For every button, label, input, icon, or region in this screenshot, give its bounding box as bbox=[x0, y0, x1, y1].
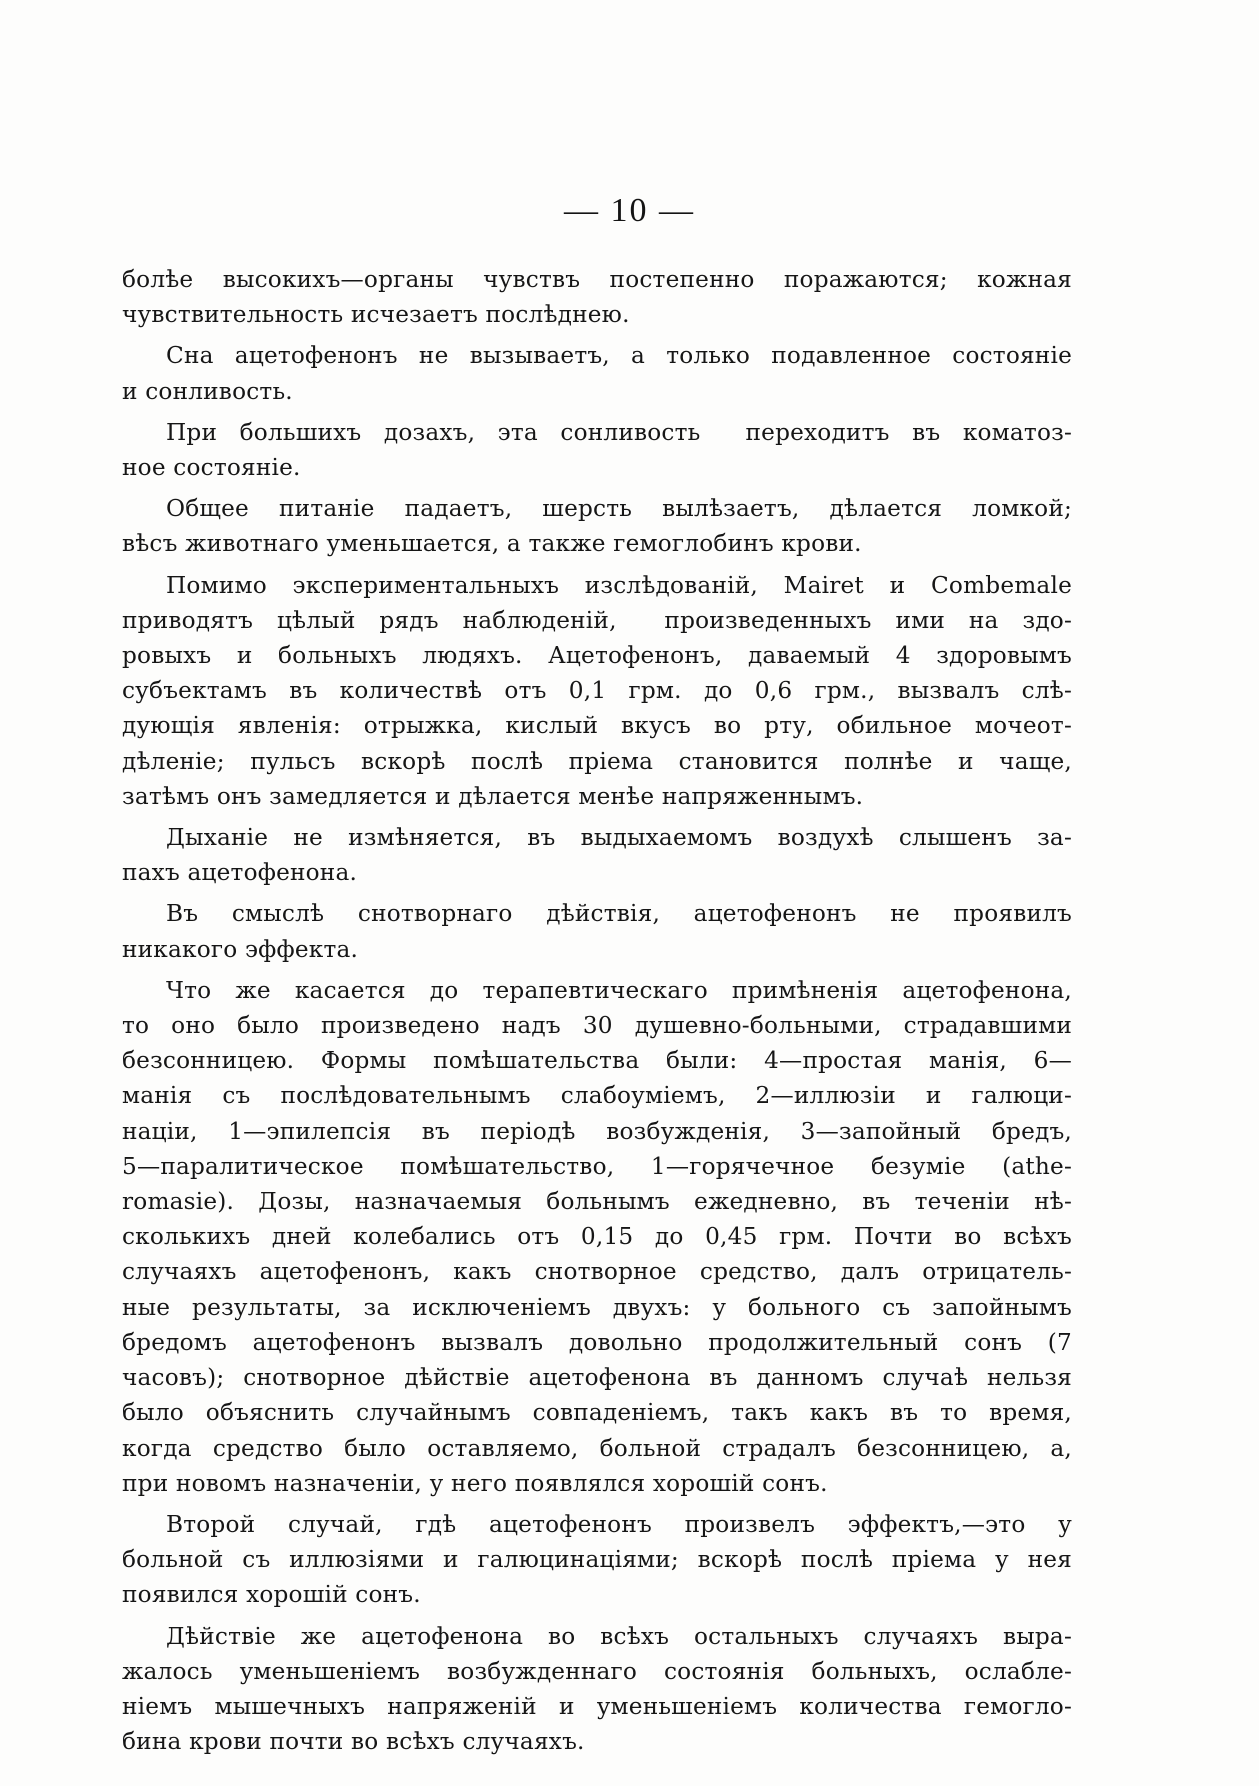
text-line: манiя съ послѣдовательнымъ слабоумiемъ, 2—иллюзiи и галюци- bbox=[122, 1082, 1072, 1110]
text-line: Дѣйствiе же ацетофенона во всѣхъ остальныхъ случаяхъ выра- bbox=[166, 1622, 1072, 1650]
text-line: дующiя явленiя: отрыжка, кислый вкусъ во рту, обильное мочеот- bbox=[122, 712, 1072, 740]
text-line: затѣмъ онъ замедляется и дѣлается менѣе напряженнымъ. bbox=[122, 782, 864, 810]
text-line: безсонницею. Формы помѣшательства были: 4—простая манiя, 6— bbox=[122, 1047, 1072, 1075]
text-line: ровыхъ и больныхъ людяхъ. Ацетофенонъ, даваемый 4 здоровымъ bbox=[122, 642, 1072, 670]
text-line: ные результаты, за исключенiемъ двухъ: у больного съ запойнымъ bbox=[122, 1293, 1072, 1321]
text-line: случаяхъ ацетофенонъ, какъ снотворное средство, далъ отрицатель- bbox=[122, 1258, 1072, 1286]
text-line: Сна ацетофенонъ не вызываетъ, а только подавленное состоянiе bbox=[166, 342, 1072, 370]
text-line: Помимо экспериментальныхъ изслѣдованiй, Mairet и Combemale bbox=[166, 571, 1072, 599]
paragraph bbox=[122, 896, 1072, 966]
text-line: 5—паралитическое помѣшательство, 1—горячечное безумiе (athe- bbox=[122, 1152, 1072, 1180]
text-line: то оно было произведено надъ 30 душевно-больными, страдавшими bbox=[122, 1012, 1072, 1040]
paragraph bbox=[122, 1619, 1072, 1760]
text-line: никакого эффекта. bbox=[122, 935, 359, 963]
text-line: Въ смыслѣ снотворнаго дѣйствiя, ацетофенонъ не проявилъ bbox=[166, 900, 1072, 928]
text-line: чувствительность исчезаетъ послѣднею. bbox=[122, 301, 630, 329]
text-line: болѣе высокихъ—органы чувствъ постепенно поражаются; кожная bbox=[122, 266, 1072, 293]
text-line: при новомъ назначенiи, у него появлялся хорошiй сонъ. bbox=[122, 1469, 828, 1497]
text-line: сколькихъ дней колебались отъ 0,15 до 0,45 грм. Почти во всѣхъ bbox=[122, 1223, 1072, 1251]
text-line: romasie). Дозы, назначаемыя больнымъ ежедневно, въ теченiи нѣ- bbox=[122, 1188, 1072, 1216]
text-line: приводятъ цѣлый рядъ наблюденiй, произведенныхъ ими на здо- bbox=[122, 606, 1072, 634]
text-line: Общее питанiе падаетъ, шерсть вылѣзаетъ, дѣлается ломкой; bbox=[166, 495, 1072, 523]
page-number: — 10 — bbox=[564, 192, 695, 229]
text-line: часовъ); снотворное дѣйствiе ацетофенона въ данномъ случаѣ нельзя bbox=[122, 1364, 1072, 1392]
text-line: больной съ иллюзiями и галюцинацiями; вскорѣ послѣ прiема у нея bbox=[122, 1546, 1072, 1574]
text-line: Дыханiе не измѣняется, въ выдыхаемомъ воздухѣ слышенъ за- bbox=[166, 824, 1072, 852]
text-line: когда средство было оставляемо, больной страдалъ безсонницею, а, bbox=[122, 1434, 1072, 1462]
paragraph bbox=[122, 820, 1072, 890]
text-line: вѣсъ животнаго уменьшается, а также гемоглобинъ крови. bbox=[122, 530, 862, 558]
text-line: и сонливость. bbox=[122, 377, 293, 405]
text-line: было объяснить случайнымъ совпаденiемъ, такъ какъ въ то время, bbox=[122, 1399, 1072, 1427]
paragraph bbox=[122, 338, 1072, 408]
text-line: нацiи, 1—эпилепсiя въ перiодѣ возбужденiя, 3—запойный бредъ, bbox=[122, 1117, 1072, 1145]
paragraph bbox=[122, 262, 1072, 332]
text-line: Что же касается до терапевтическаго примѣненiя ацетофенона, bbox=[166, 976, 1072, 1004]
paragraph bbox=[122, 415, 1072, 485]
text-line: бина крови почти во всѣхъ случаяхъ. bbox=[122, 1728, 585, 1756]
text-line: субъектамъ въ количествѣ отъ 0,1 грм. до 0,6 грм., вызвалъ слѣ- bbox=[122, 677, 1072, 705]
paragraph bbox=[122, 1507, 1072, 1613]
paragraph bbox=[122, 568, 1072, 814]
text-line: Второй случай, гдѣ ацетофенонъ произвелъ эффектъ,—это у bbox=[166, 1510, 1072, 1538]
paragraph bbox=[122, 973, 1072, 1501]
text-line: пахъ ацетофенона. bbox=[122, 859, 358, 887]
text-line: При большихъ дозахъ, эта сонливость переходитъ въ коматоз- bbox=[166, 418, 1072, 446]
text-line: бредомъ ацетофенонъ вызвалъ довольно продолжительный сонъ (7 bbox=[122, 1328, 1072, 1356]
text-line: ное состоянiе. bbox=[122, 454, 301, 482]
text-line: жалось уменьшенiемъ возбужденнаго состоянiя больныхъ, ослабле- bbox=[122, 1657, 1072, 1685]
body-text bbox=[122, 262, 1072, 1765]
text-line: дѣленiе; пульсъ вскорѣ послѣ прiема становится полнѣе и чаще, bbox=[122, 747, 1072, 775]
paragraph bbox=[122, 491, 1072, 561]
text-line: появился хорошiй сонъ. bbox=[122, 1581, 421, 1609]
text-line: нiемъ мышечныхъ напряженiй и уменьшенiемъ количества гемогло- bbox=[122, 1692, 1072, 1720]
